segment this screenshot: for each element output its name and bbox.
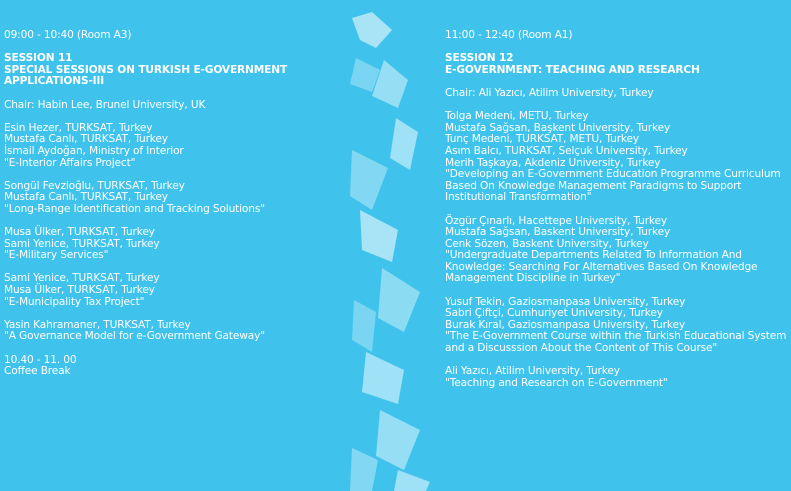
talk-author: Mustafa Sağsan, Başkent University, Turkey	[445, 121, 671, 134]
session-label: SESSION 12	[445, 52, 514, 65]
talk-title: "Long-Range Identification and Tracking Solutions"	[4, 202, 265, 215]
talk-4	[4, 273, 344, 308]
talk-4	[445, 366, 787, 389]
talk-title: "E-Municipality Tax Project"	[4, 295, 145, 308]
talk-author: İsmail Aydoğan, Ministry of Interior	[4, 144, 184, 157]
talk-author: Tolga Medeni, METU, Turkey	[445, 110, 589, 123]
talk-author: Özgür Çınarlı, Hacettepe University, Turkey	[445, 214, 668, 227]
talk-author: Sabri Çiftçi, Cumhuriyet University, Turkey	[445, 307, 663, 320]
talk-5	[4, 320, 344, 343]
session-chair: Chair: Habin Lee, Brunel University, UK	[4, 98, 206, 111]
talk-1	[445, 111, 787, 204]
talk-author: Yusuf Tekin, Gaziosmanpasa University, Turkey	[445, 295, 686, 308]
talk-title: "Undergraduate Departments Related To Information And Knowledge: Searching For Alternatives Based On Knowledge Management Discipline in Turkey"	[445, 249, 758, 285]
talk-1	[4, 123, 344, 169]
talk-author: Merih Taşkaya, Akdeniz University, Turkey	[445, 156, 661, 169]
talk-title: "E-Military Services"	[4, 249, 109, 262]
session-label: SESSION 11	[4, 52, 73, 65]
talk-author: Musa Ülker, TURKSAT, Turkey	[4, 284, 155, 297]
talk-author: Yasin Kahramaner, TURKSAT, Turkey	[4, 318, 191, 331]
break-label: Coffee Break	[4, 365, 71, 378]
talk-author: Ali Yazıcı, Atilim University, Turkey	[445, 365, 620, 378]
talk-title: "Developing an E-Government Education Programme Curriculum Based On Knowledge Management Paradigms to Support Institutional Transformation"	[445, 168, 781, 204]
talk-title: "E-Interior Affairs Project"	[4, 156, 136, 169]
talk-2	[445, 216, 787, 286]
talk-author: Mustafa Canlı, TURKSAT, Turkey	[4, 133, 168, 146]
talk-author: Musa Ülker, TURKSAT, Turkey	[4, 226, 155, 239]
session-title: E-GOVERNMENT: TEACHING AND RESEARCH	[445, 63, 700, 76]
talk-author: Mustafa Canlı, TURKSAT, Turkey	[4, 191, 168, 204]
talk-author: Sami Yenice, TURKSAT, Turkey	[4, 237, 160, 250]
talk-title: "Teaching and Research on E-Government"	[445, 376, 668, 389]
talk-author: Sami Yenice, TURKSAT, Turkey	[4, 272, 160, 285]
session-time: 09:00 - 10:40 (Room A3)	[4, 29, 132, 41]
talk-title: "The E-Government Course within the Turkish Educational System and a Discusssion About the Content of This Course"	[445, 330, 787, 355]
session-title: SPECIAL SESSIONS ON TURKISH E-GOVERNMENT APPLICATIONS-III	[4, 63, 288, 88]
talk-title: "A Governance Model for e-Government Gateway"	[4, 330, 265, 343]
talk-3	[4, 227, 344, 262]
talk-author: Tunç Medeni, TURKSAT, METU, Turkey	[445, 133, 640, 146]
talk-author: Cenk Sözen, Baskent University, Turkey	[445, 237, 649, 250]
session-12-column	[445, 30, 787, 389]
session-chair: Chair: Ali Yazıcı, Atilim University, Turkey	[445, 86, 654, 99]
talk-author: Burak Kıral, Gaziosmanpasa University, Turkey	[445, 318, 685, 331]
break-time: 10.40 - 11. 00	[4, 353, 77, 366]
talk-author: Songül Fevzioğlu, TURKSAT, Turkey	[4, 179, 185, 192]
talk-author: Mustafa Sağsan, Baskent University, Turkey	[445, 226, 671, 239]
talk-author: Asım Balcı, TURKSAT, Selçuk University, Turkey	[445, 144, 688, 157]
talk-2	[4, 181, 344, 216]
talk-author: Esin Hezer, TURKSAT, Turkey	[4, 121, 153, 134]
talk-3	[445, 297, 787, 355]
session-time: 11:00 - 12:40 (Room A1)	[445, 29, 573, 41]
session-11-column	[4, 30, 344, 378]
